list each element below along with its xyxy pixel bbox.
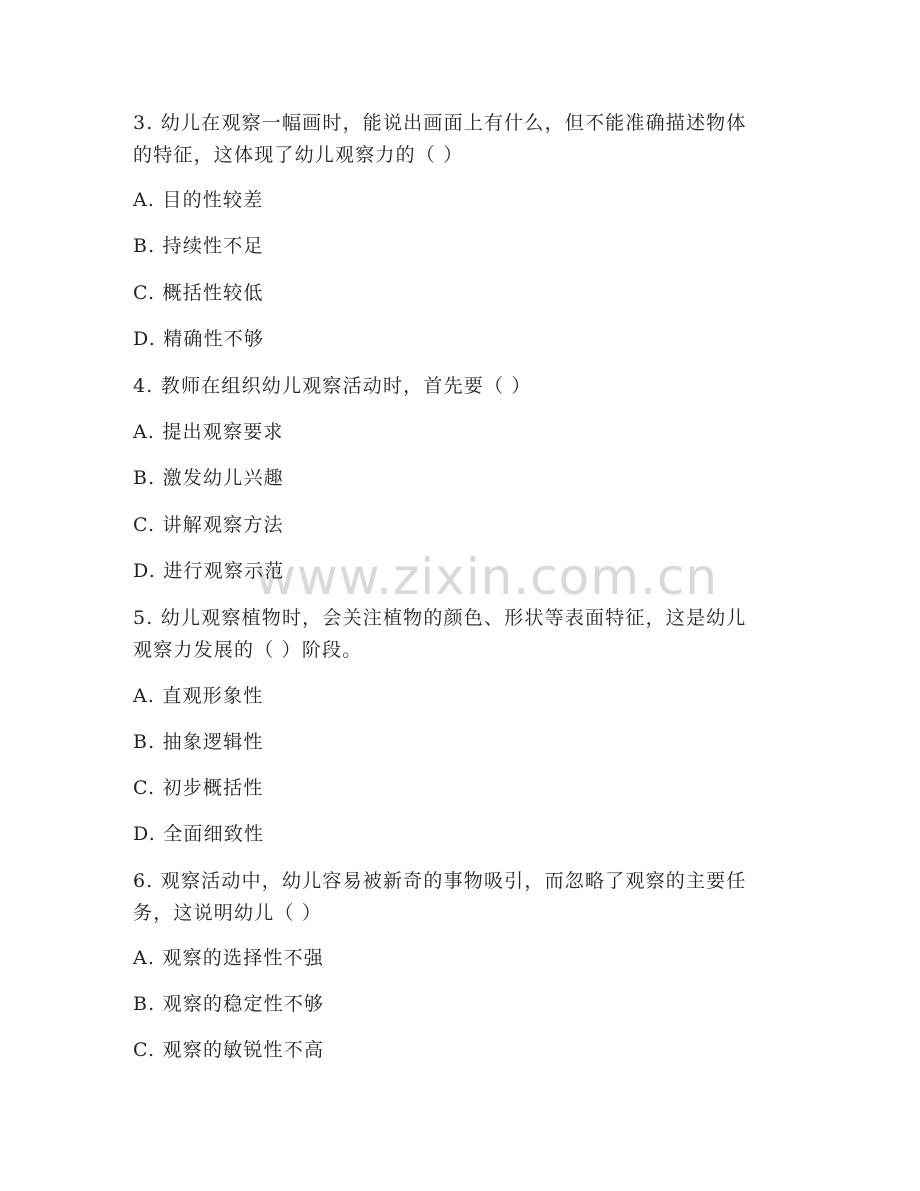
question-5-option-c: C. 初步概括性 xyxy=(133,777,264,799)
question-6-text-continued: 务，这说明幼儿（ ） xyxy=(133,902,323,924)
watermark: www.zixin.com.cn xyxy=(255,548,719,606)
question-3-option-a: A. 目的性较差 xyxy=(133,189,264,211)
question-5-option-a: A. 直观形象性 xyxy=(133,685,264,707)
question-5-text-continued: 观察力发展的（ ）阶段。 xyxy=(133,639,363,661)
question-4-option-c: C. 讲解观察方法 xyxy=(133,514,284,536)
question-3-option-b: B. 持续性不足 xyxy=(133,235,264,257)
question-4-option-a: A. 提出观察要求 xyxy=(133,421,284,443)
question-5-option-d: D. 全面细致性 xyxy=(133,823,265,845)
question-3-option-c: C. 概括性较低 xyxy=(133,282,264,304)
question-5-option-b: B. 抽象逻辑性 xyxy=(133,731,264,753)
question-6-option-a: A. 观察的选择性不强 xyxy=(133,947,325,969)
question-3-text-continued: 的特征，这体现了幼儿观察力的（ ） xyxy=(133,144,464,166)
question-4-option-d: D. 进行观察示范 xyxy=(133,560,285,582)
question-3-text: 3. 幼儿在观察一幅画时，能说出画面上有什么，但不能准确描述物体 xyxy=(133,112,747,134)
question-5-text: 5. 幼儿观察植物时，会关注植物的颜色、形状等表面特征，这是幼儿 xyxy=(133,607,747,629)
question-6-text: 6. 观察活动中，幼儿容易被新奇的事物吸引，而忽略了观察的主要任 xyxy=(133,870,747,892)
question-4-option-b: B. 激发幼儿兴趣 xyxy=(133,467,284,489)
question-4-text: 4. 教师在组织幼儿观察活动时，首先要（ ） xyxy=(133,375,532,397)
question-6-option-c: C. 观察的敏锐性不高 xyxy=(133,1039,325,1061)
question-3-option-d: D. 精确性不够 xyxy=(133,328,265,350)
question-6-option-b: B. 观察的稳定性不够 xyxy=(133,993,325,1015)
